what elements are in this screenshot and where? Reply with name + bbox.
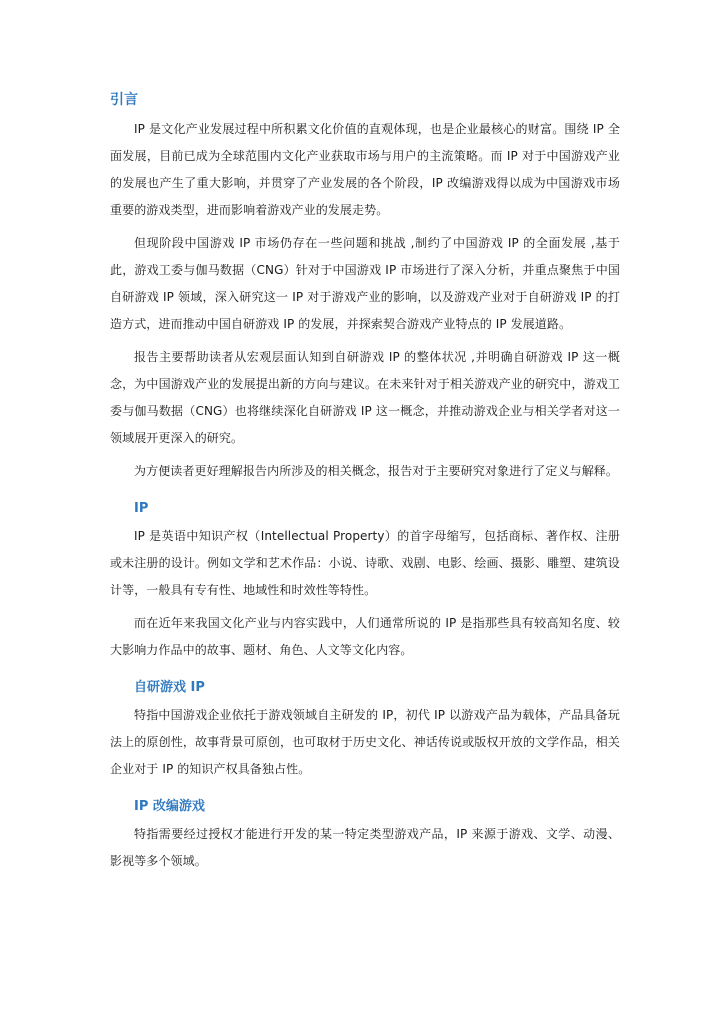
document-body <box>110 90 620 875</box>
ip-paragraph-1: IP 是英语中知识产权（Intellectual Property）的首字母缩写，包括商标、著作权、注册或未注册的设计。例如文学和艺术作品：小说、诗歌、戏剧、电影、绘画、摄影、雕塑、建筑设计等，一般具有专有性、地域性和时效性等特性。 <box>110 529 620 597</box>
self-ip-heading: 自研游戏 IP <box>134 680 205 695</box>
intro-paragraph-2: 但现阶段中国游戏 IP 市场仍存在一些问题和挑战 ,制约了中国游戏 IP 的全面发展 ,基于此，游戏工委与伽马数据（CNG）针对于中国游戏 IP 市场进行了深入分析，并重点聚焦于中国自研游戏 IP 领域，深入研究这一 IP 对于游戏产业的影响，以及游戏产业对于自研游戏 IP 的打造方式，进而推动中国自研游戏 IP 的发展，并探索契合游戏产业特点的 IP 发展道路。 <box>110 236 620 331</box>
ip-paragraph-2: 而在近年来我国文化产业与内容实践中，人们通常所说的 IP 是指那些具有较高知名度、较大影响力作品中的故事、题材、角色、人文等文化内容。 <box>110 616 620 657</box>
self-ip-paragraph: 特指中国游戏企业依托于游戏领域自主研发的 IP，初代 IP 以游戏产品为载体，产品具备玩法上的原创性，故事背景可原创，也可取材于历史文化、神话传说或版权开放的文学作品，相关企业对于 IP 的知识产权具备独占性。 <box>110 708 620 776</box>
adapted-game-paragraph: 特指需要经过授权才能进行开发的某一特定类型游戏产品，IP 来源于游戏、文学、动漫、影视等多个领域。 <box>110 827 620 868</box>
intro-paragraph-3: 报告主要帮助读者从宏观层面认知到自研游戏 IP 的整体状况 ,并明确自研游戏 IP 这一概念，为中国游戏产业的发展提出新的方向与建议。在未来针对于相关游戏产业的研究中，游戏工委与伽马数据（CNG）也将继续深化自研游戏 IP 这一概念，并推动游戏企业与相关学者对这一领域展开更深入的研究。 <box>110 350 620 445</box>
adapted-game-heading: IP 改编游戏 <box>134 799 205 814</box>
intro-paragraph-1: IP 是文化产业发展过程中所积累文化价值的直观体现，也是企业最核心的财富。围绕 IP 全面发展，目前已成为全球范围内文化产业获取市场与用户的主流策略。而 IP 对于中国游戏产业的发展也产生了重大影响，并贯穿了产业发展的各个阶段，IP 改编游戏得以成为中国游戏市场重要的游戏类型，进而影响着游戏产业的发展走势。 <box>110 122 620 217</box>
ip-heading: IP <box>134 501 149 516</box>
intro-heading: 引言 <box>110 92 138 108</box>
intro-paragraph-4: 为方便读者更好理解报告内所涉及的相关概念，报告对于主要研究对象进行了定义与解释。 <box>134 464 619 478</box>
